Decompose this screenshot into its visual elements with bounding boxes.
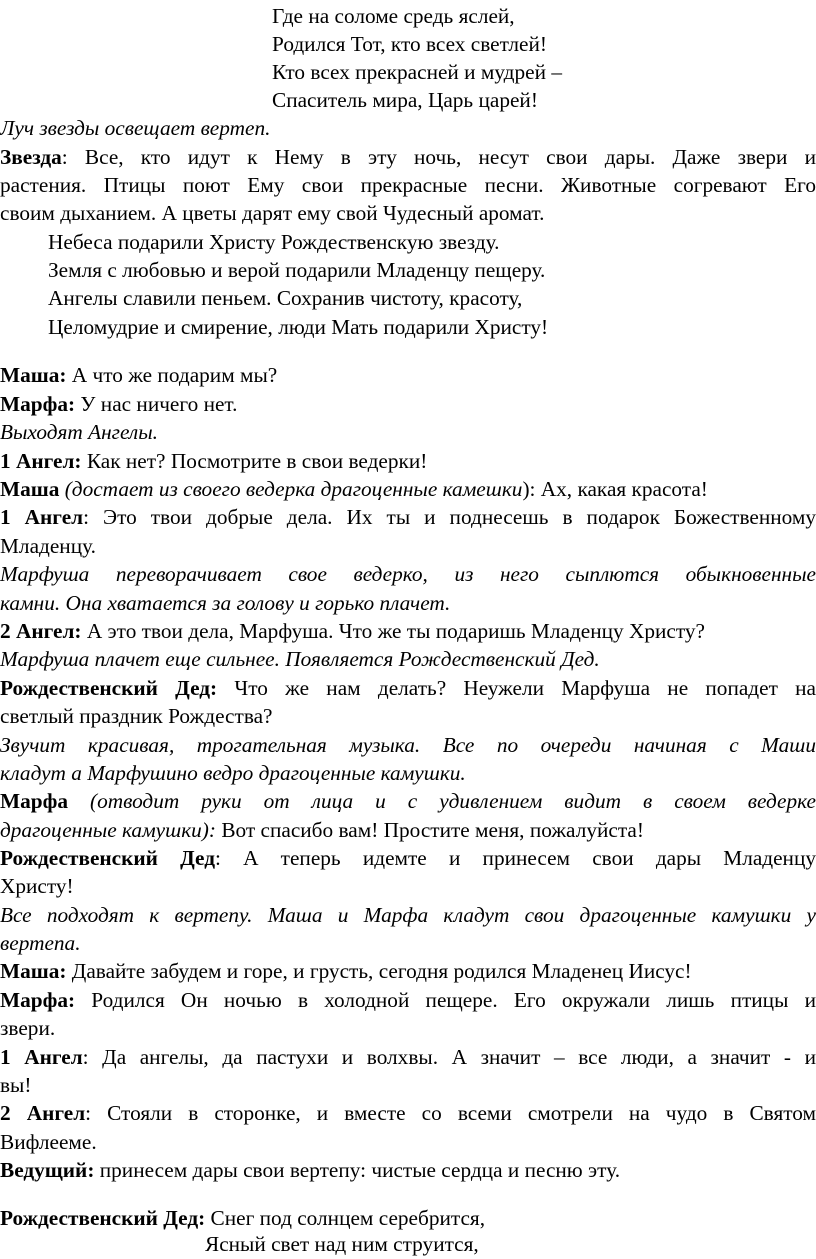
dialogue-line: Рождественский Дед: А теперь идемте и принесем свои дары Младенцу xyxy=(0,846,816,870)
speaker-name: Маша: xyxy=(0,959,67,983)
stage-direction: вертепа. xyxy=(0,931,81,955)
stage-direction: кладут а Марфушино ведро драгоценные камушки. xyxy=(0,761,466,785)
speaker-name: Марфа xyxy=(0,789,68,813)
dialogue-line: вы! xyxy=(0,1073,32,1097)
poem-line: Целомудрие и смирение, люди Мать подарили Христу! xyxy=(48,315,549,339)
dialogue-line: Марфа: У нас ничего нет. xyxy=(0,392,238,416)
dialogue-line: Ведущий: принесем дары свои вертепу: чистые сердца и песню эту. xyxy=(0,1158,621,1182)
dialogue-line: растения. Птицы поют Ему свои прекрасные песни. Животные согревают Его xyxy=(0,173,816,197)
speaker-name: Марфа: xyxy=(0,392,76,416)
speaker-name: Ведущий: xyxy=(0,1158,95,1182)
stage-direction: Луч звезды освещает вертеп. xyxy=(0,116,271,140)
dialogue-line: Маша: Давайте забудем и горе, и грусть, сегодня родился Младенец Иисус! xyxy=(0,959,692,983)
poem-line: Спаситель мира, Царь царей! xyxy=(272,88,538,112)
stage-direction: Звучит красивая, трогательная музыка. Все по очереди начиная с Маши xyxy=(0,733,816,757)
dialogue-line: звери. xyxy=(0,1016,56,1040)
dialogue-line: своим дыханием. А цветы дарят ему свой Чудесный аромат. xyxy=(0,201,545,225)
speaker-name: 2 Ангел: xyxy=(0,619,82,643)
dialogue-line: 1 Ангел: Как нет? Посмотрите в свои ведерки! xyxy=(0,449,428,473)
dialogue-line: Марфа (отводит руки от лица и с удивлением видит в своем ведерке xyxy=(0,789,816,813)
poem-line: Ангелы славили пеньем. Сохранив чистоту, красоту, xyxy=(48,286,523,310)
speaker-name: Маша: xyxy=(0,363,67,387)
stage-direction: Все подходят к вертепу. Маша и Марфа кладут свои драгоценные камушки у xyxy=(0,903,816,927)
dialogue-line: Звезда: Все, кто идут к Нему в эту ночь, несут свои дары. Даже звери и xyxy=(0,145,816,169)
speaker-name: Рождественский Дед: xyxy=(0,676,218,700)
stage-direction: камни. Она хватается за голову и горько плачет. xyxy=(0,591,451,615)
speaker-name: 1 Ангел xyxy=(0,1045,83,1069)
dialogue-line: Маша (достает из своего ведерка драгоценные камешки): Ах, какая красота! xyxy=(0,477,708,501)
dialogue-line: светлый праздник Рождества? xyxy=(0,704,273,728)
dialogue-line: 2 Ангел: Стояли в сторонке, и вместе со всеми смотрели на чудо в Святом xyxy=(0,1101,816,1125)
dialogue-line: 1 Ангел: Это твои добрые дела. Их ты и поднесешь в подарок Божественному xyxy=(0,505,816,529)
dialogue-line: Рождественский Дед: Что же нам делать? Неужели Марфуша не попадет на xyxy=(0,676,816,700)
speaker-name: Рождественский Дед: xyxy=(0,1206,206,1230)
speaker-name: 2 Ангел xyxy=(0,1101,86,1125)
dialogue-line: 1 Ангел: Да ангелы, да пастухи и волхвы. А значит – все люди, а значит - и xyxy=(0,1045,816,1069)
poem-line: Где на соломе средь яслей, xyxy=(272,4,515,28)
stage-direction: Марфуша плачет еще сильнее. Появляется Рождественский Дед. xyxy=(0,647,600,671)
dialogue-line: Вифлееме. xyxy=(0,1130,97,1154)
speaker-name: 1 Ангел: xyxy=(0,449,82,473)
dialogue-line: Маша: А что же подарим мы? xyxy=(0,363,278,387)
speaker-name: Рождественский Дед xyxy=(0,846,215,870)
stage-direction: Марфуша переворачивает свое ведерко, из него сыплются обыкновенные xyxy=(0,562,816,586)
speaker-name: Звезда xyxy=(0,145,62,169)
poem-line: Земля с любовью и верой подарили Младенцу пещеру. xyxy=(48,258,546,282)
dialogue-line: Марфа: Родился Он ночью в холодной пещере. Его окружали лишь птицы и xyxy=(0,988,816,1012)
stage-direction: Выходят Ангелы. xyxy=(0,420,158,444)
speaker-name: Маша xyxy=(0,477,60,501)
dialogue-line: Рождественский Дед: Снег под солнцем серебрится, xyxy=(0,1206,486,1230)
dialogue-line: Христу! xyxy=(0,874,74,898)
speaker-name: Марфа: xyxy=(0,988,76,1012)
poem-line: Ясный свет над ним струится, xyxy=(205,1232,479,1256)
speaker-name: 1 Ангел xyxy=(0,505,84,529)
dialogue-line: 2 Ангел: А это твои дела, Марфуша. Что же ты подаришь Младенцу Христу? xyxy=(0,619,706,643)
poem-line: Кто всех прекрасней и мудрей – xyxy=(272,60,562,84)
poem-line: Родился Тот, кто всех светлей! xyxy=(272,32,547,56)
poem-line: Небеса подарили Христу Рождественскую звезду. xyxy=(48,230,500,254)
dialogue-line: драгоценные камушки): Вот спасибо вам! Простите меня, пожалуйста! xyxy=(0,818,644,842)
dialogue-line: Младенцу. xyxy=(0,534,96,558)
